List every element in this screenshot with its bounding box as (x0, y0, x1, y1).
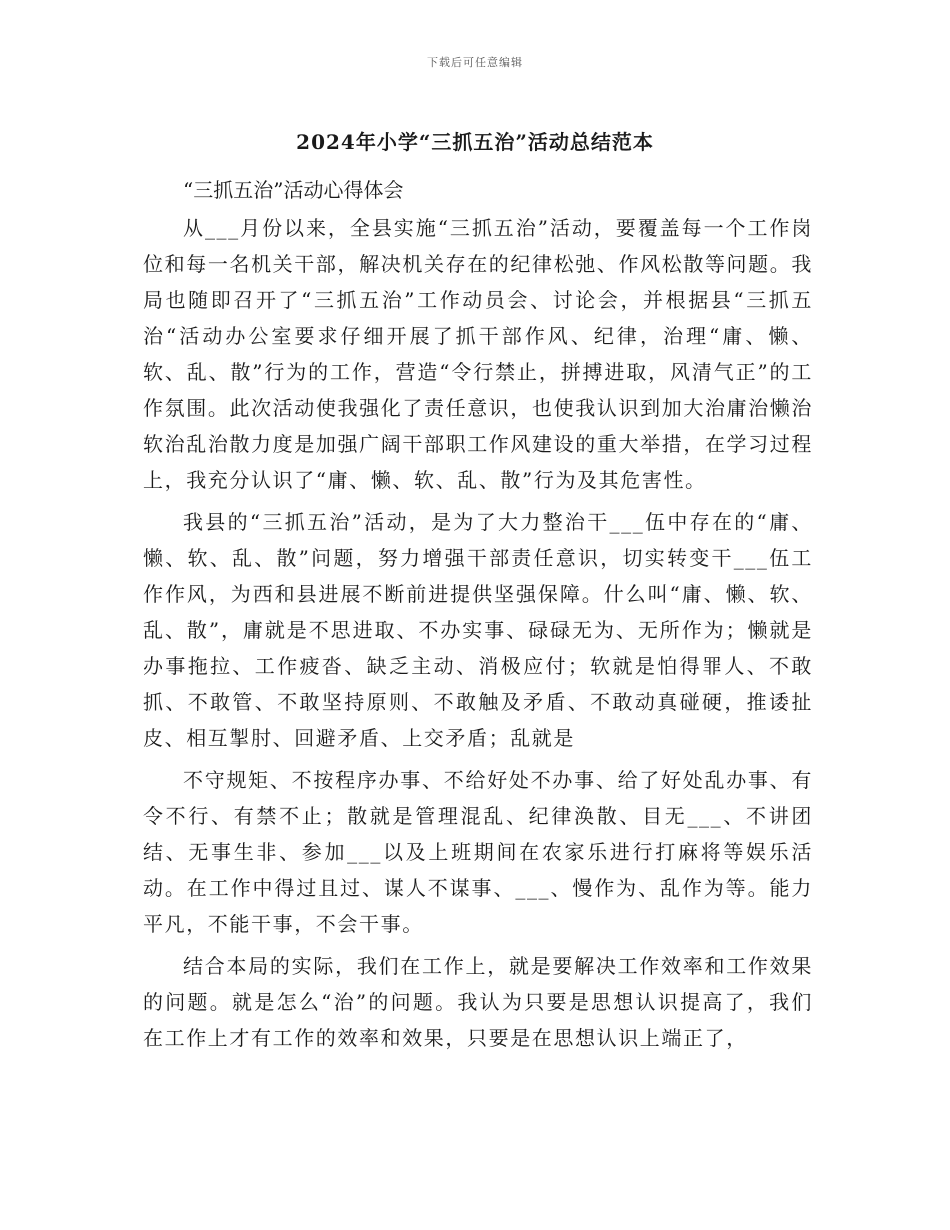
paragraph-3: 不守规矩、不按程序办事、不给好处不办事、给了好处乱办事、有令不行、有禁不止；散就是管理混乱、纪律涣散、目无___、不讲团结、无事生非、参加___以及上班期间在农家乐进行打麻将等娱乐活动。在工作中得过且过、谋人不谋事、___、慢作为、乱作为等。能力平凡，不能干事，不会干事。 (143, 768, 813, 936)
paragraph-2: 我县的“三抓五治”活动，是为了大力整治干___伍中存在的“庸、懒、软、乱、散”问题，努力增强干部责任意识，切实转变干___伍工作作风，为西和县进展不断前进提供坚强保障。什么叫“庸、懒、软、乱、散”，庸就是不思进取、不办实事、碌碌无为、无所作为；懒就是办事拖拉、工作疲沓、缺乏主动、消极应付；软就是怕得罪人、不敢抓、不敢管、不敢坚持原则、不敢触及矛盾、不敢动真碰硬，推诿扯皮、相互掣肘、回避矛盾、上交矛盾；乱就是 (143, 510, 813, 750)
paragraph-1: 从___月份以来，全县实施“三抓五治”活动，要覆盖每一个工作岗位和每一名机关干部，解决机关存在的纪律松弛、作风松散等问题。我局也随即召开了“三抓五治”工作动员会、讨论会，并根据县“三抓五治“活动办公室要求仔细开展了抓干部作风、纪律，治理“庸、懒、软、乱、散”行为的工作，营造“令行禁止，拼搏进取，风清气正”的工作氛围。此次活动使我强化了责任意识，也使我认识到加大治庸治懒治软治乱治散力度是加强广阔干部职工作风建设的重大举措，在学习过程上，我充分认识了“庸、懒、软、乱、散”行为及其危害性。 (143, 216, 813, 492)
document-subtitle: “三抓五治”活动心得体会 (183, 178, 404, 202)
paragraph-4: 结合本局的实际，我们在工作上，就是要解决工作效率和工作效果的问题。就是怎么“治”的问题。我认为只要是思想认识提高了，我们在工作上才有工作的效率和效果，只要是在思想认识上端正了， (143, 954, 813, 1050)
page-header: 下载后可任意编辑 (427, 56, 523, 69)
document-title: 2024年小学“三抓五治”活动总结范本 (296, 130, 654, 154)
document-body (143, 172, 813, 1062)
